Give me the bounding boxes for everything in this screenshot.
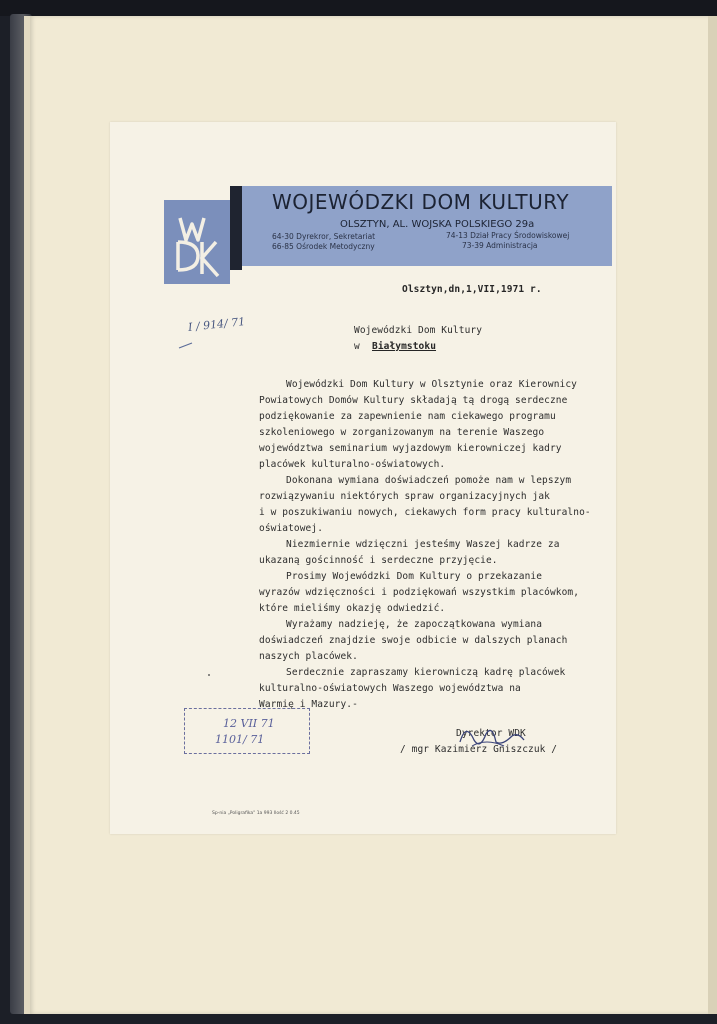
body-line: które mieliśmy okazję odwiedzić. [259, 603, 446, 614]
signatory-title: Dyrektor WDK [456, 728, 526, 739]
phone-administration: 73-39 Administracja [462, 241, 538, 250]
body-line: naszych placówek. [259, 651, 358, 662]
stamp-number: 1101/ 71 [215, 733, 265, 746]
handwritten-reference: I / 914/ 71 [187, 315, 246, 334]
ink-dot [208, 674, 210, 676]
phone-community: 74-13 Dział Pracy Środowiskowej [446, 231, 570, 240]
body-line: Dokonana wymiana doświadczeń pomoże nam w lepszym [286, 475, 572, 486]
body-line: wyrazów wdzięczności i podziękowań wszystkim placówkom, [259, 587, 580, 598]
recipient-w: w [354, 341, 360, 352]
body-line: doświadczeń znajdzie swoje odbicie w dalszych planach [259, 635, 568, 646]
body-line: ukazaną gościnność i serdeczne przyjęcie. [259, 555, 498, 566]
body-line: Niezmiernie wdzięczni jesteśmy Waszej kadrze za [286, 539, 560, 550]
body-line: i w poszukiwaniu nowych, ciekawych form pracy kulturalno- [259, 507, 591, 518]
phone-directorate: 64-30 Dyrekror, Sekretariat [272, 232, 376, 241]
signatory-name: / mgr Kazimierz Gniszczuk / [400, 744, 558, 755]
scan-background [0, 0, 717, 16]
body-line: podziękowanie za zapewnienie nam ciekawego programu [259, 411, 556, 422]
letterhead-shadow [230, 186, 242, 270]
organization-name: WOJEWÓDZKI DOM KULTURY [272, 190, 570, 214]
date-line: Olsztyn,dn,1,VII,1971 r. [402, 284, 542, 295]
stamp-date: 12 VII 71 [223, 717, 275, 730]
pencil-mark-icon [178, 340, 194, 350]
body-line: województwa seminarium wyjazdowym kierowniczej kadry [259, 443, 562, 454]
body-line: Prosimy Wojewódzki Dom Kultury o przekazanie [286, 571, 543, 582]
organization-address: OLSZTYN, AL. WOJSKA POLSKIEGO 29a [340, 219, 535, 230]
body-line: oświatowej. [259, 523, 324, 534]
page-edge [708, 16, 717, 1014]
body-line: kulturalno-oświatowych Waszego województwa na [259, 683, 521, 694]
body-line: szkoleniowego w zorganizowanym na terenie Waszego [259, 427, 545, 438]
body-line: Powiatowych Domów Kultury składają tą drogą serdeczne [259, 395, 568, 406]
registry-stamp [184, 708, 310, 754]
printer-note: Sp-nia „Poligrafika" 1a 993 Ilość 2 0.45 [212, 811, 300, 816]
recipient-city: Białymstoku [372, 341, 437, 352]
body-line: placówek kulturalno-oświatowych. [259, 459, 446, 470]
phone-methodology: 66-85 Ośrodek Metodyczny [272, 242, 375, 251]
body-line: Warmię i Mazury.- [259, 699, 358, 710]
body-line: Wojewódzki Dom Kultury w Olsztynie oraz Kierownicy [286, 379, 577, 390]
handwritten-signature-icon [452, 716, 532, 756]
body-line: Serdecznie zapraszamy kierowniczą kadrę placówek [286, 667, 566, 678]
wdk-logo [164, 200, 230, 284]
recipient-name: Wojewódzki Dom Kultury [354, 325, 483, 336]
body-line: Wyrażamy nadzieję, że zapoczątkowana wymiana [286, 619, 543, 630]
wdk-monogram-icon [164, 200, 230, 284]
body-line: rozwiązywaniu niektórych spraw organizacyjnych jak [259, 491, 550, 502]
